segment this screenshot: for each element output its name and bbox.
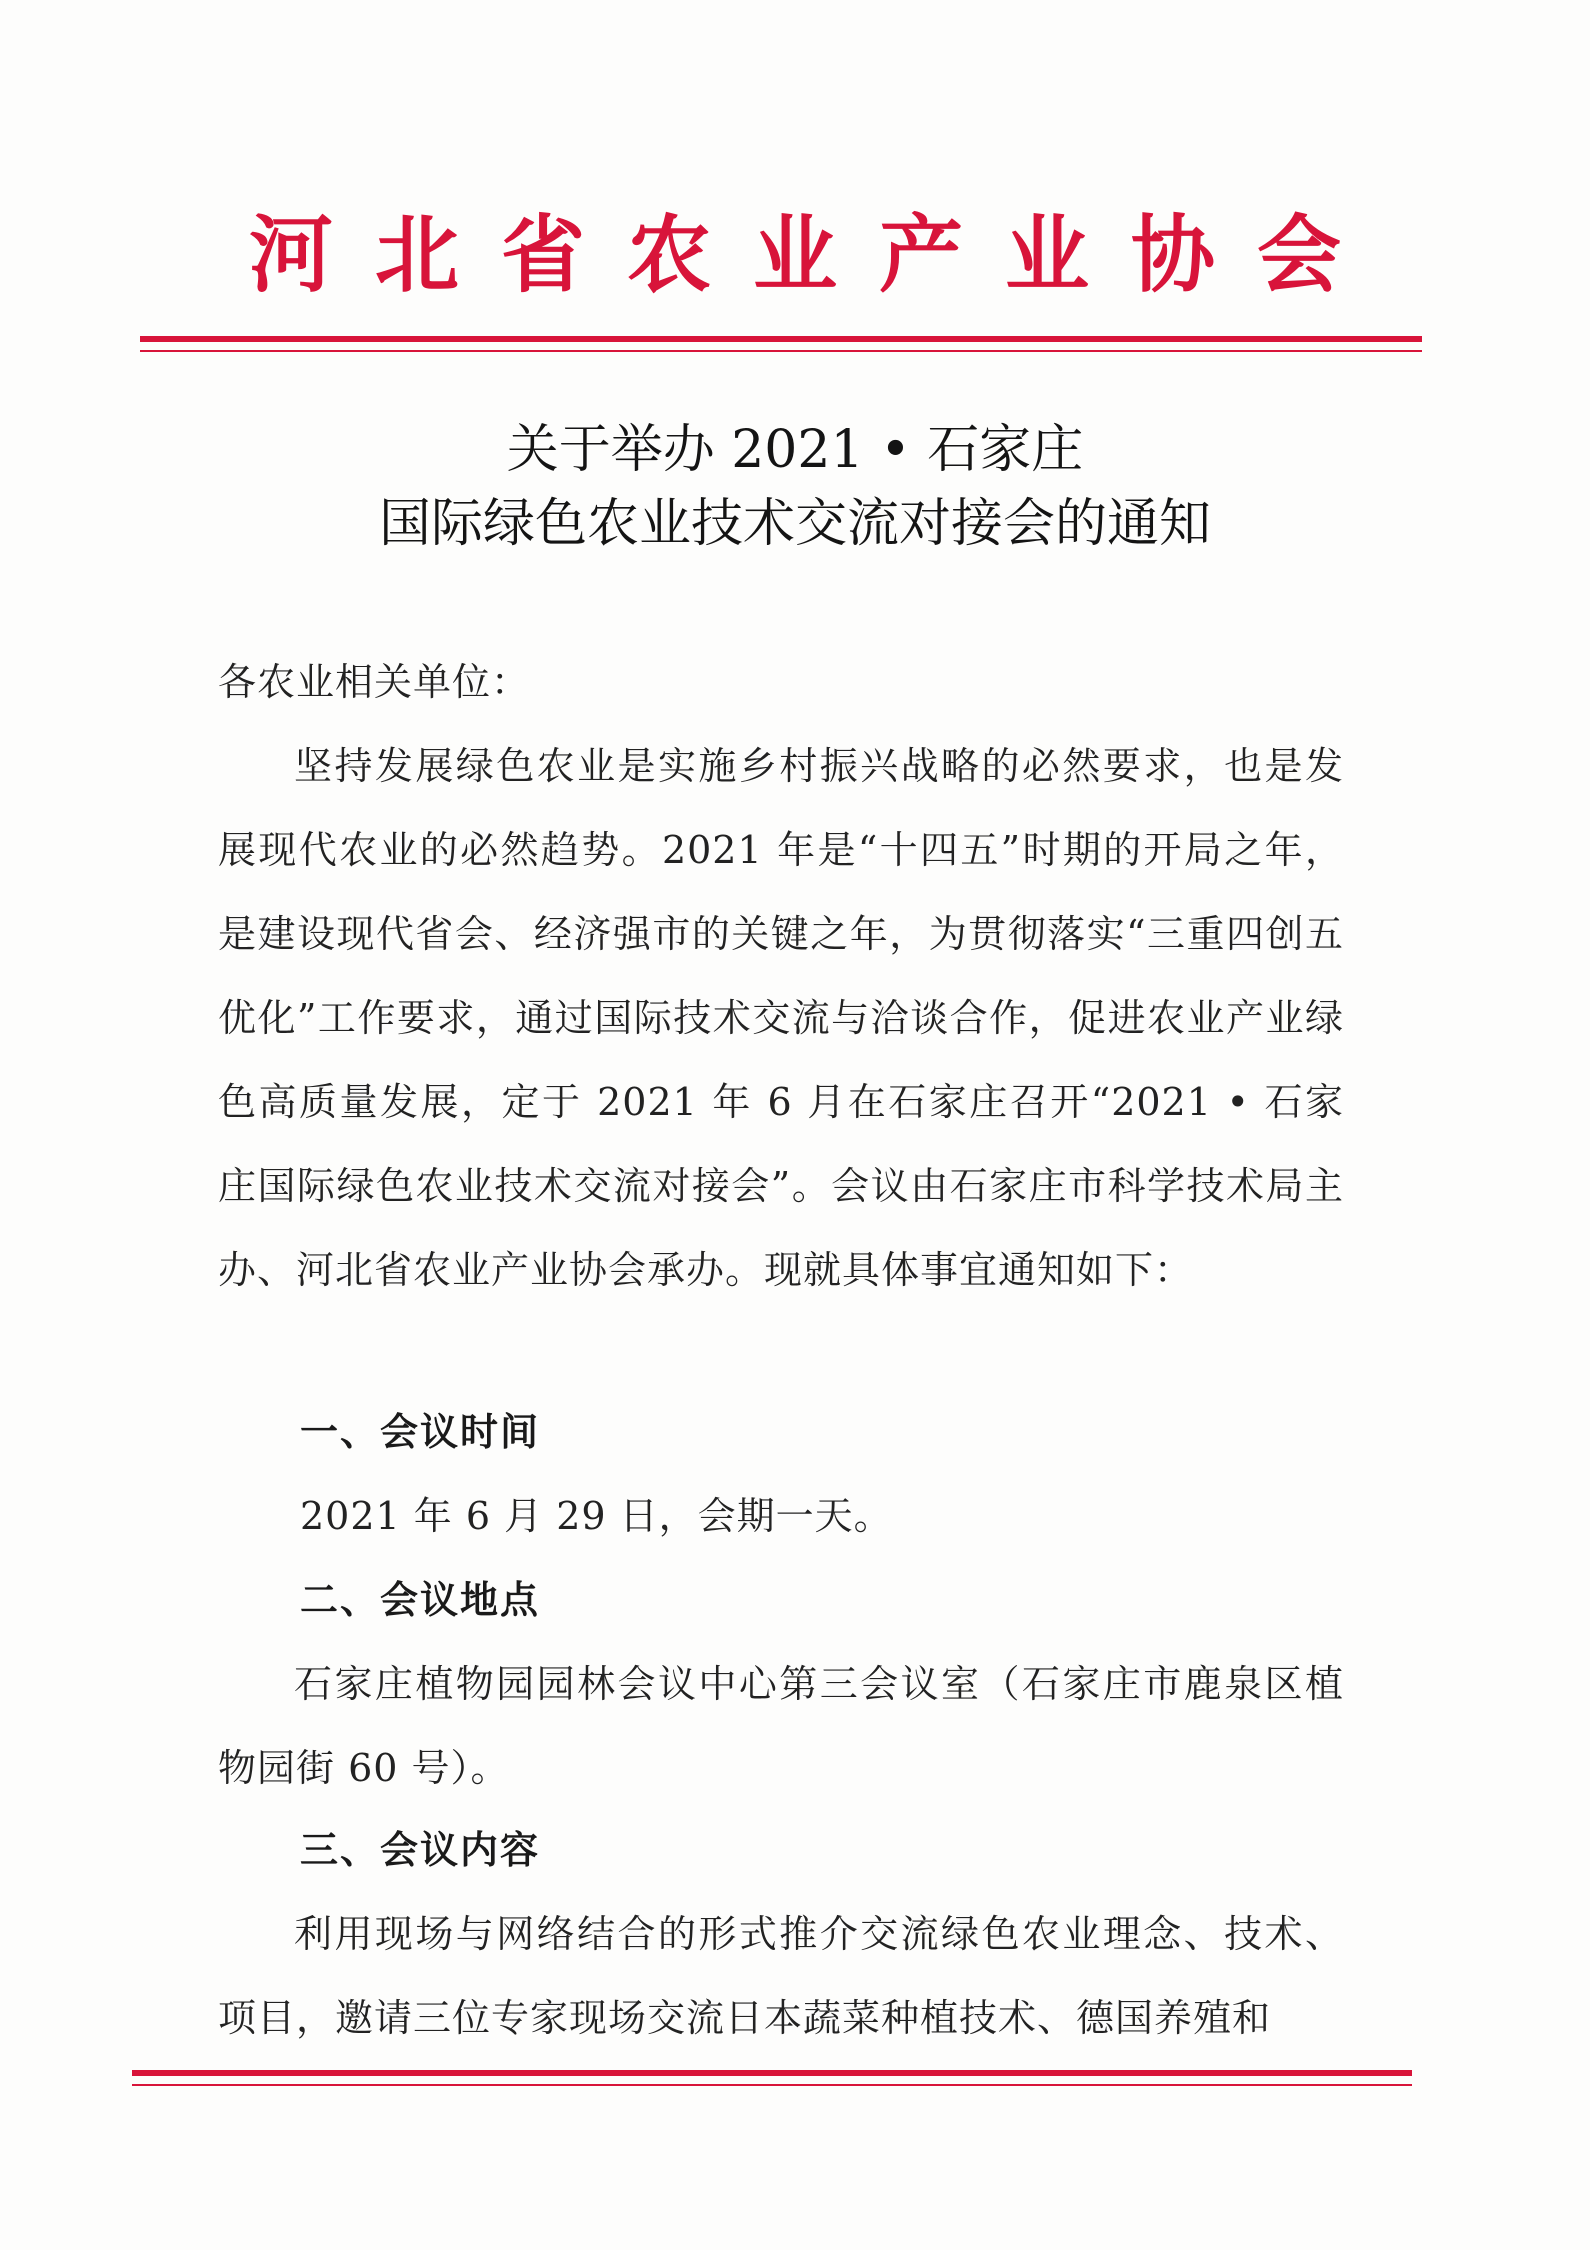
title-line-1: 关于举办 2021 • 石家庄 <box>506 420 1084 480</box>
organization-name: 河北省农业产业协会 <box>248 205 1383 304</box>
header-rule-thin <box>140 350 1422 352</box>
section-text-time: 2021 年 6 月 29 日，会期一天。 <box>300 1494 893 1538</box>
footer-rule-thick <box>132 2070 1412 2076</box>
footer-rule-thin <box>132 2084 1412 2086</box>
section-heading-location: 二、会议地点 <box>300 1578 541 1622</box>
section-heading-time: 一、会议时间 <box>300 1410 541 1454</box>
section-heading-content: 三、会议内容 <box>300 1828 541 1872</box>
title-line-2: 国际绿色农业技术交流对接会的通知 <box>378 494 1211 554</box>
section-text-content: 利用现场与网络结合的形式推介交流绿色农业理念、技术、项目，邀请三位专家现场交流日本蔬菜种植技术、德国养殖和 <box>218 1912 1344 2040</box>
section-text-location: 石家庄植物园园林会议中心第三会议室（石家庄市鹿泉区植物园街 60 号）。 <box>218 1662 1344 1790</box>
intro-paragraph: 坚持发展绿色农业是实施乡村振兴战略的必然要求，也是发展现代农业的必然趋势。2021 年是“十四五”时期的开局之年，是建设现代省会、经济强市的关键之年，为贯彻落实“三重四创五优化”工作要求，通过国际技术交流与洽谈合作，促进农业产业绿色高质量发展，定于 2021 年 6 月在石家庄召开“2021 • 石家庄国际绿色农业技术交流对接会”。会议由石家庄市科学技术局主办、河北省农业产业协会承办。现就具体事宜通知如下： <box>218 744 1344 1292</box>
salutation: 各农业相关单位： <box>218 660 531 704</box>
header-rule-thick <box>140 336 1422 342</box>
